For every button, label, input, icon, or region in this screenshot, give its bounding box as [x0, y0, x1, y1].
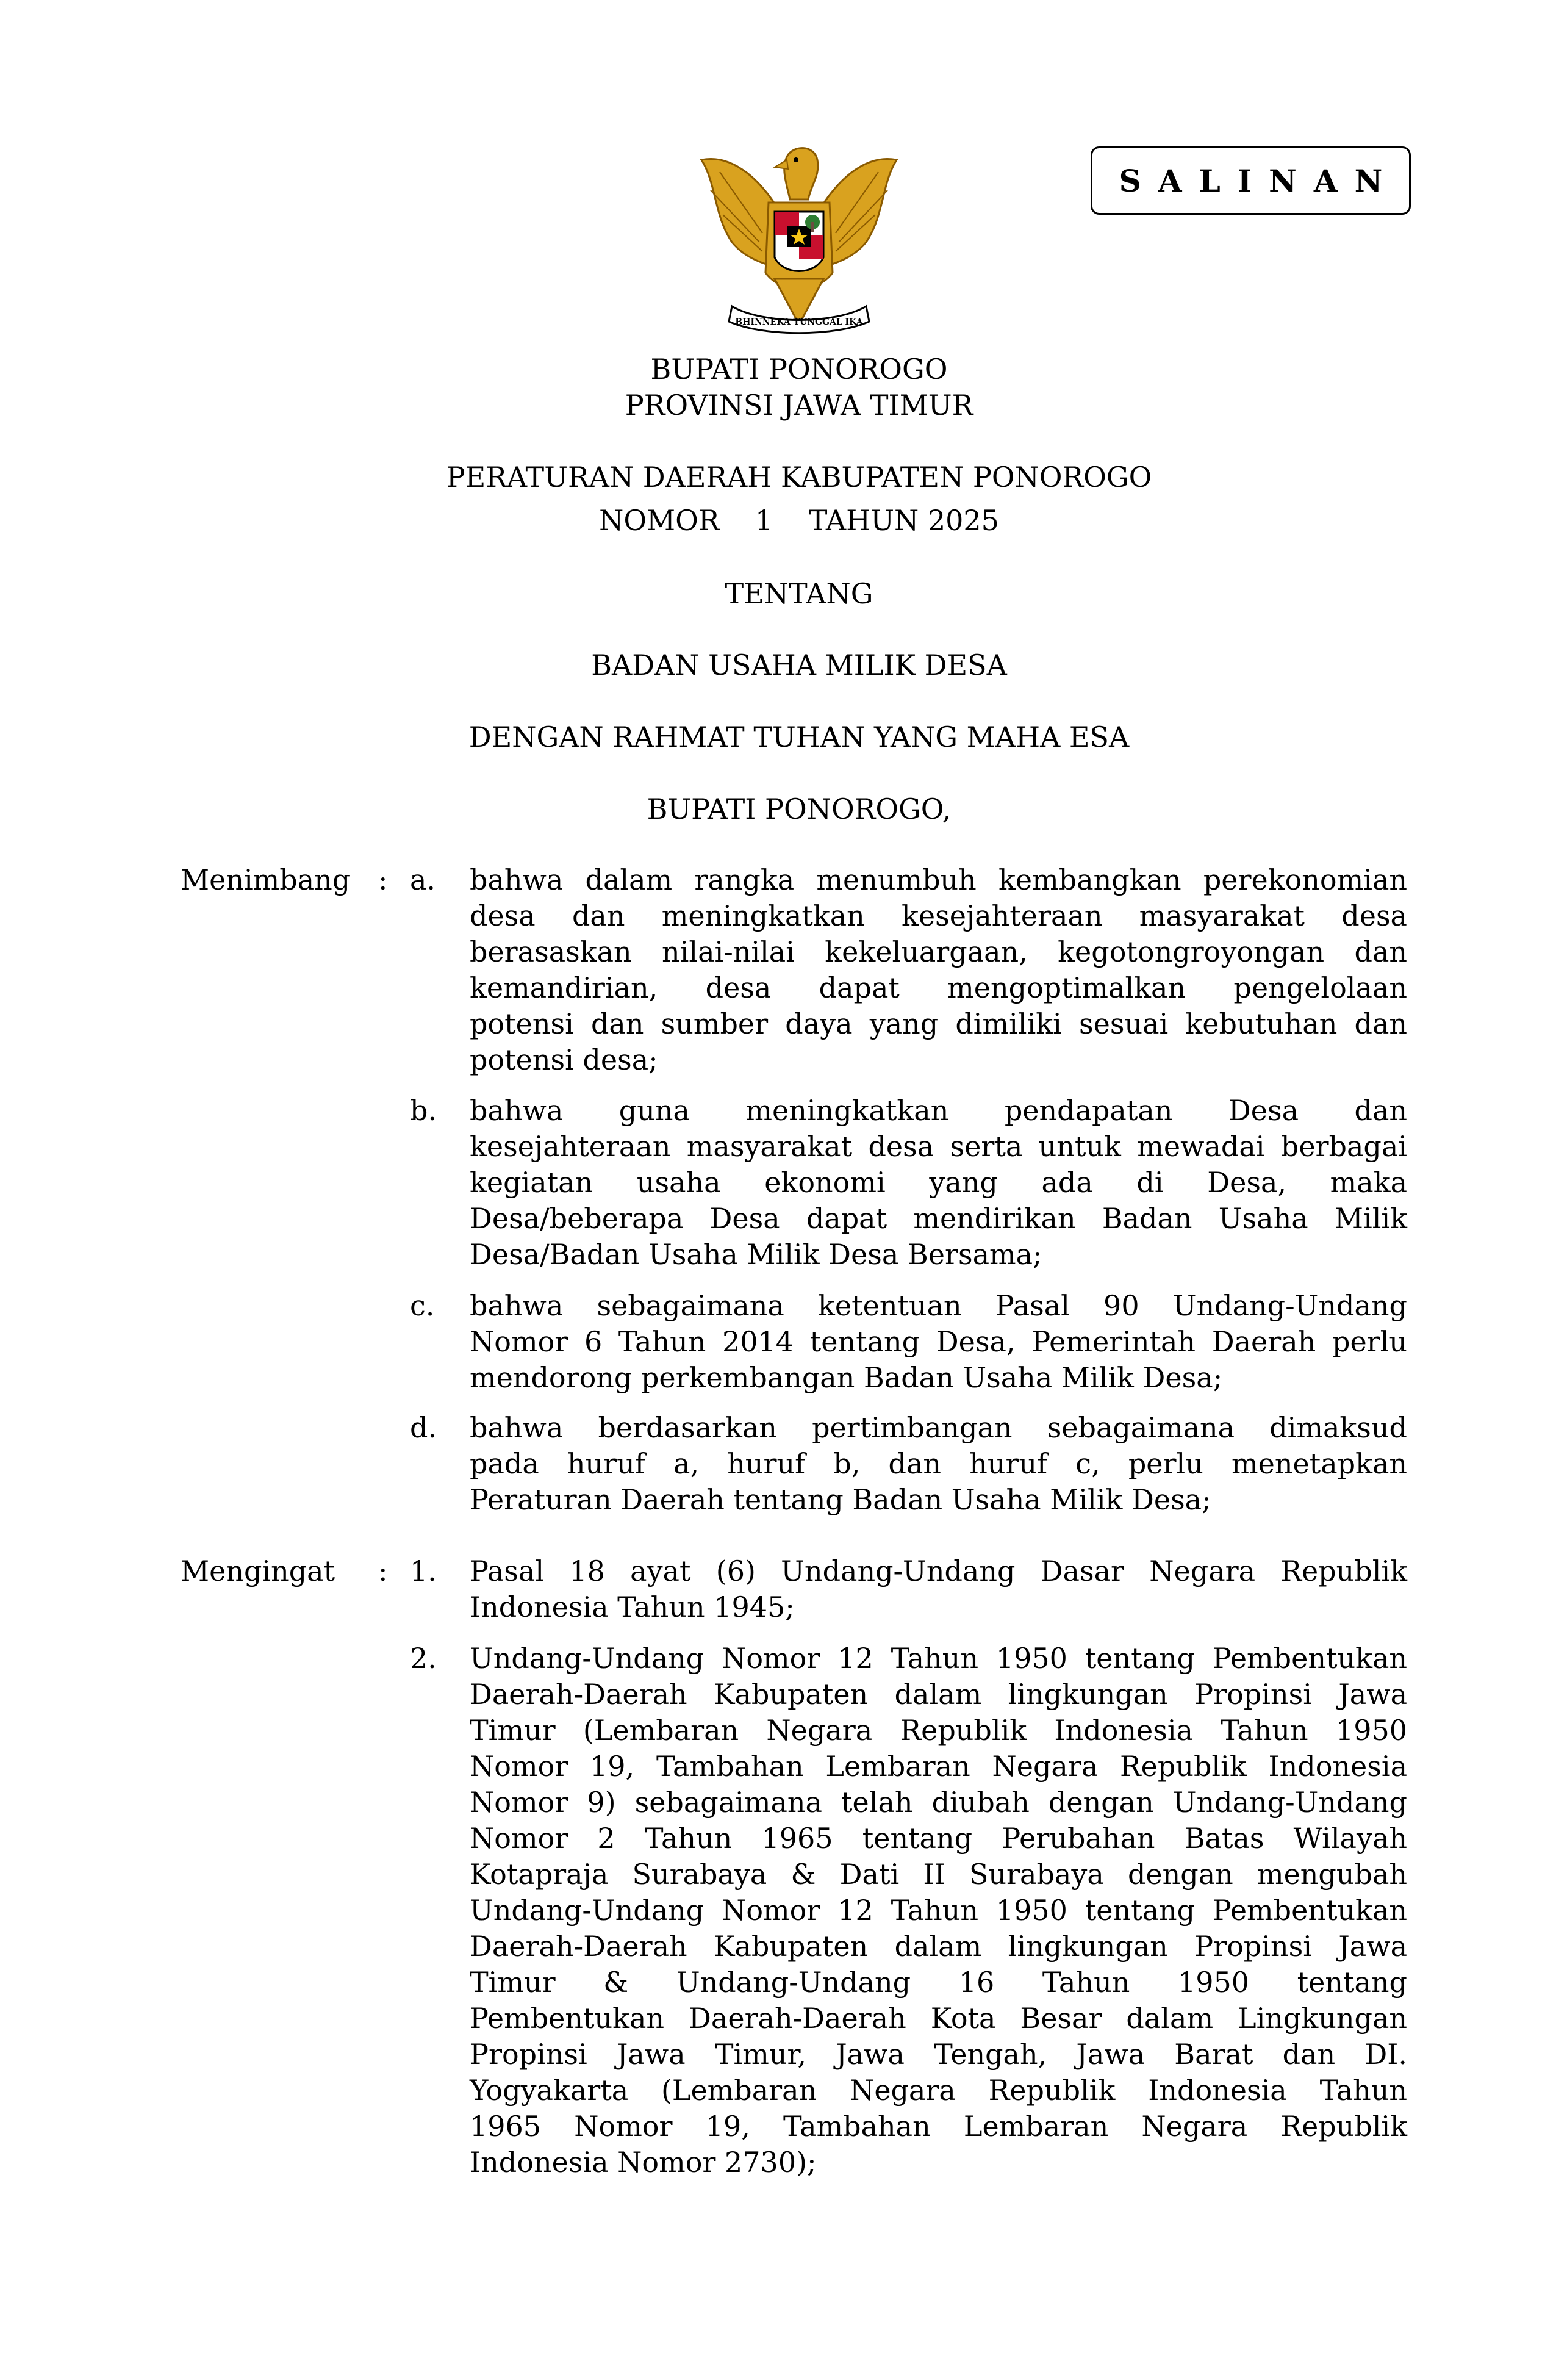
text-line: Nomor 19, Tambahan Lembaran Negara Republik Indonesia	[470, 1750, 1407, 1783]
menimbang-marker-a: a.	[410, 863, 436, 896]
mengingat-marker-1: 1.	[410, 1555, 437, 1587]
text-line: mendorong perkembangan Badan Usaha Milik Desa;	[470, 1361, 1223, 1394]
text-line: Desa/beberapa Desa dapat mendirikan Badan Usaha Milik	[470, 1202, 1407, 1235]
blessing-line: DENGAN RAHMAT TUHAN YANG MAHA ESA	[468, 721, 1130, 753]
text-line: Undang-Undang Nomor 12 Tahun 1950 tentang Pembentukan	[470, 1894, 1407, 1927]
menimbang-item-c	[470, 1288, 1407, 1396]
text-line: Timur (Lembaran Negara Republik Indonesia Tahun 1950	[470, 1714, 1407, 1747]
text-line: Desa/Badan Usaha Milik Desa Bersama;	[470, 1238, 1042, 1271]
menimbang-item-b	[470, 1093, 1407, 1273]
text-line: Undang-Undang Nomor 12 Tahun 1950 tentang Pembentukan	[470, 1642, 1407, 1675]
text-line: kemandirian, desa dapat mengoptimalkan pengelolaan	[470, 971, 1407, 1004]
header-bupati: BUPATI PONOROGO	[650, 353, 948, 386]
text-line: bahwa sebagaimana ketentuan Pasal 90 Undang-Undang	[470, 1289, 1407, 1322]
text-line: Nomor 6 Tahun 2014 tentang Desa, Pemerintah Daerah perlu	[470, 1325, 1407, 1358]
garuda-pancasila-emblem-icon	[695, 142, 903, 340]
mengingat-item-1	[470, 1553, 1407, 1625]
mengingat-item-2	[470, 1641, 1407, 2180]
menimbang-item-a	[470, 862, 1407, 1078]
menimbang-label: Menimbang	[181, 863, 351, 896]
text-line: berasaskan nilai-nilai kekeluargaan, kegotongroyongan dan	[470, 935, 1407, 968]
text-line: Kotapraja Surabaya & Dati II Surabaya dengan mengubah	[470, 1858, 1407, 1891]
text-line: Indonesia Tahun 1945;	[470, 1591, 795, 1623]
text-line: Timur & Undang-Undang 16 Tahun 1950 tentang	[470, 1966, 1407, 1999]
mengingat-marker-2: 2.	[410, 1642, 437, 1675]
official-title: BUPATI PONOROGO,	[647, 793, 952, 825]
text-line: Daerah-Daerah Kabupaten dalam lingkungan Propinsi Jawa	[470, 1678, 1407, 1711]
tentang-heading: TENTANG	[725, 577, 873, 610]
text-line: Nomor 2 Tahun 1965 tentang Perubahan Batas Wilayah	[470, 1822, 1407, 1855]
mengingat-label: Mengingat	[181, 1555, 335, 1587]
header-provinsi: PROVINSI JAWA TIMUR	[625, 389, 973, 422]
regulation-number: NOMOR 1 TAHUN 2025	[599, 504, 999, 537]
text-line: Nomor 9) sebagaimana telah diubah dengan Undang-Undang	[470, 1786, 1407, 1819]
regulation-subject: BADAN USAHA MILIK DESA	[591, 649, 1007, 681]
menimbang-item-d	[470, 1410, 1407, 1518]
text-line: Propinsi Jawa Timur, Jawa Tengah, Jawa Barat dan DI.	[470, 2038, 1407, 2071]
text-line: Daerah-Daerah Kabupaten dalam lingkungan Propinsi Jawa	[470, 1930, 1407, 1963]
text-line: pada huruf a, huruf b, dan huruf c, perlu menetapkan	[470, 1447, 1407, 1480]
text-line: Indonesia Nomor 2730);	[470, 2146, 817, 2179]
menimbang-marker-c: c.	[410, 1289, 435, 1322]
text-line: desa dan meningkatkan kesejahteraan masyarakat desa	[470, 899, 1407, 932]
menimbang-marker-b: b.	[410, 1094, 437, 1127]
menimbang-colon: :	[378, 863, 388, 896]
text-line: potensi desa;	[470, 1043, 658, 1076]
text-line: bahwa guna meningkatkan pendapatan Desa dan	[470, 1094, 1407, 1127]
salinan-stamp: SALINAN	[1091, 146, 1411, 215]
text-line: potensi dan sumber daya yang dimiliki sesuai kebutuhan dan	[470, 1007, 1407, 1040]
text-line: 1965 Nomor 19, Tambahan Lembaran Negara Republik	[470, 2110, 1407, 2143]
text-line: Pasal 18 ayat (6) Undang-Undang Dasar Negara Republik	[470, 1555, 1407, 1587]
text-line: Yogyakarta (Lembaran Negara Republik Indonesia Tahun	[470, 2074, 1407, 2107]
regulation-title: PERATURAN DAERAH KABUPATEN PONOROGO	[446, 461, 1152, 494]
text-line: bahwa berdasarkan pertimbangan sebagaimana dimaksud	[470, 1411, 1407, 1444]
mengingat-colon: :	[378, 1555, 388, 1587]
svg-text:BHINNEKA TUNGGAL IKA: BHINNEKA TUNGGAL IKA	[735, 317, 863, 327]
text-line: Peraturan Daerah tentang Badan Usaha Milik Desa;	[470, 1483, 1211, 1516]
text-line: bahwa dalam rangka menumbuh kembangkan perekonomian	[470, 863, 1407, 896]
menimbang-marker-d: d.	[410, 1411, 437, 1444]
text-line: kesejahteraan masyarakat desa serta untuk mewadai berbagai	[470, 1130, 1407, 1163]
text-line: Pembentukan Daerah-Daerah Kota Besar dalam Lingkungan	[470, 2002, 1407, 2035]
text-line: kegiatan usaha ekonomi yang ada di Desa, maka	[470, 1166, 1407, 1199]
